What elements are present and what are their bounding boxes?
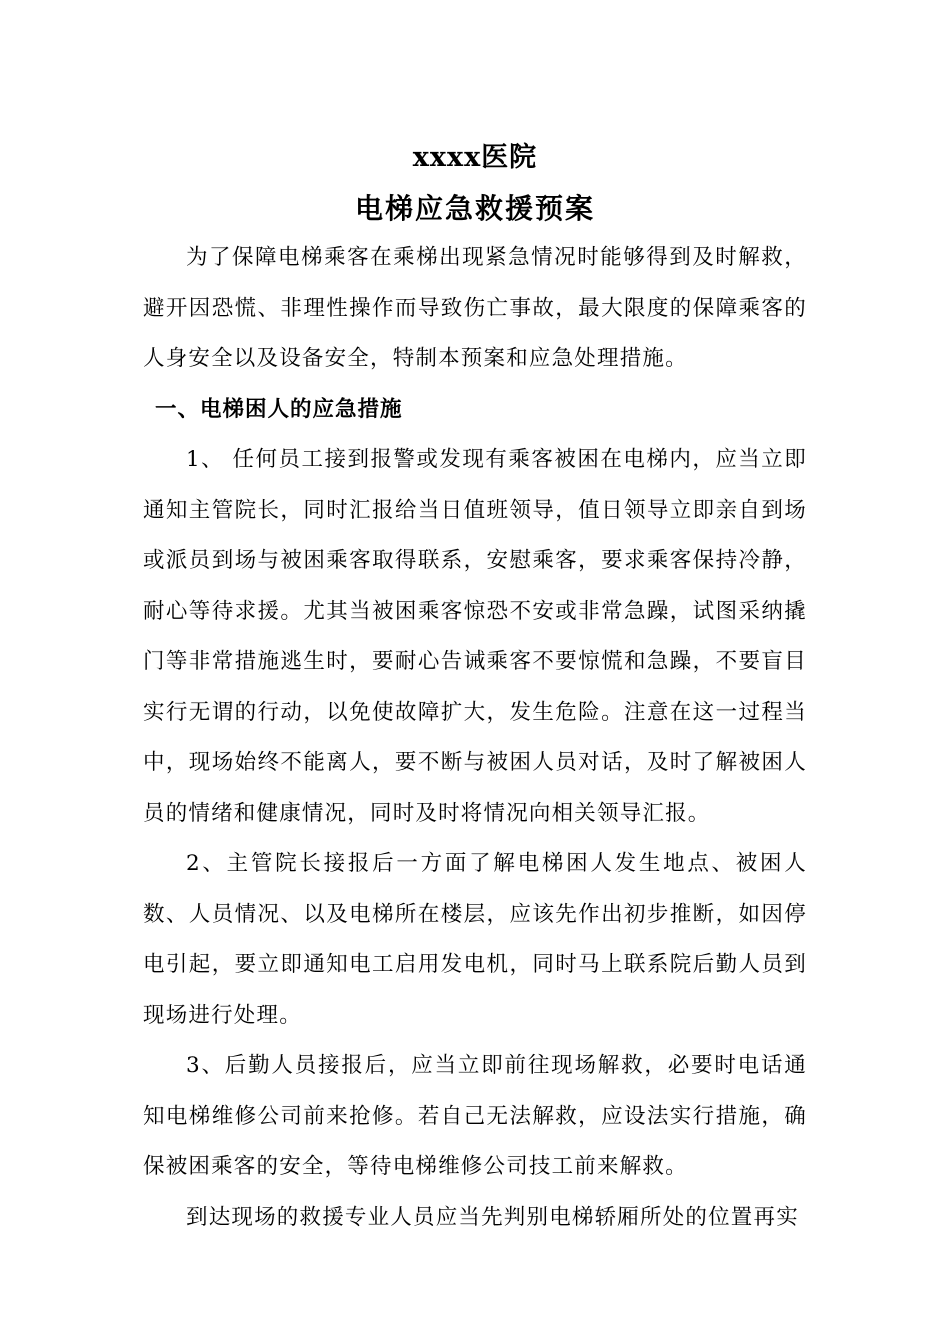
paragraph-1: 1、 任何员工接到报警或发现有乘客被困在电梯内，应当立即通知主管院长，同时汇报给当日值班领导，值日领导立即亲自到场或派员到场与被困乘客取得联系，安慰乘客，要求乘客保持冷静，耐心等待求援。尤其当被困乘客惊恐不安或非常急躁，试图采纳撬门等非常措施逃生时，要耐心告诫乘客不要惊慌和急躁，不要盲目实行无谓的行动，以免使故障扩大，发生危险。注意在这一过程当中，现场始终不能离人，要不断与被困人员对话，及时了解被困人员的情绪和健康情况，同时及时将情况向相关领导汇报。 [143, 447, 807, 826]
paragraph-3: 3、后勤人员接报后，应当立即前往现场解救，必要时电话通知电梯维修公司前来抢修。若自己无法解救，应设法实行措施，确保被困乘客的安全，等待电梯维修公司技工前来解救。 [143, 1053, 807, 1179]
document-body [143, 130, 807, 1243]
plan-title: 电梯应急救援预案 [354, 192, 595, 225]
paragraph-4: 到达现场的救援专业人员应当先判别电梯轿厢所处的位置再实 [186, 1204, 799, 1230]
hospital-title: xxxx医院 [412, 142, 538, 173]
intro-paragraph: 为了保障电梯乘客在乘梯出现紧急情况时能够得到及时解救，避开因恐慌、非理性操作而导致伤亡事故，最大限度的保障乘客的人身安全以及设备安全，特制本预案和应急处理措施。 [143, 245, 807, 371]
paragraph-2: 2、主管院长接报后一方面了解电梯困人发生地点、被困人数、人员情况、以及电梯所在楼层，应该先作出初步推断，如因停电引起，要立即通知电工启用发电机，同时马上联系院后勤人员到现场进行处理。 [143, 851, 807, 1028]
section-heading-1: 一、电梯困人的应急措施 [155, 396, 403, 422]
